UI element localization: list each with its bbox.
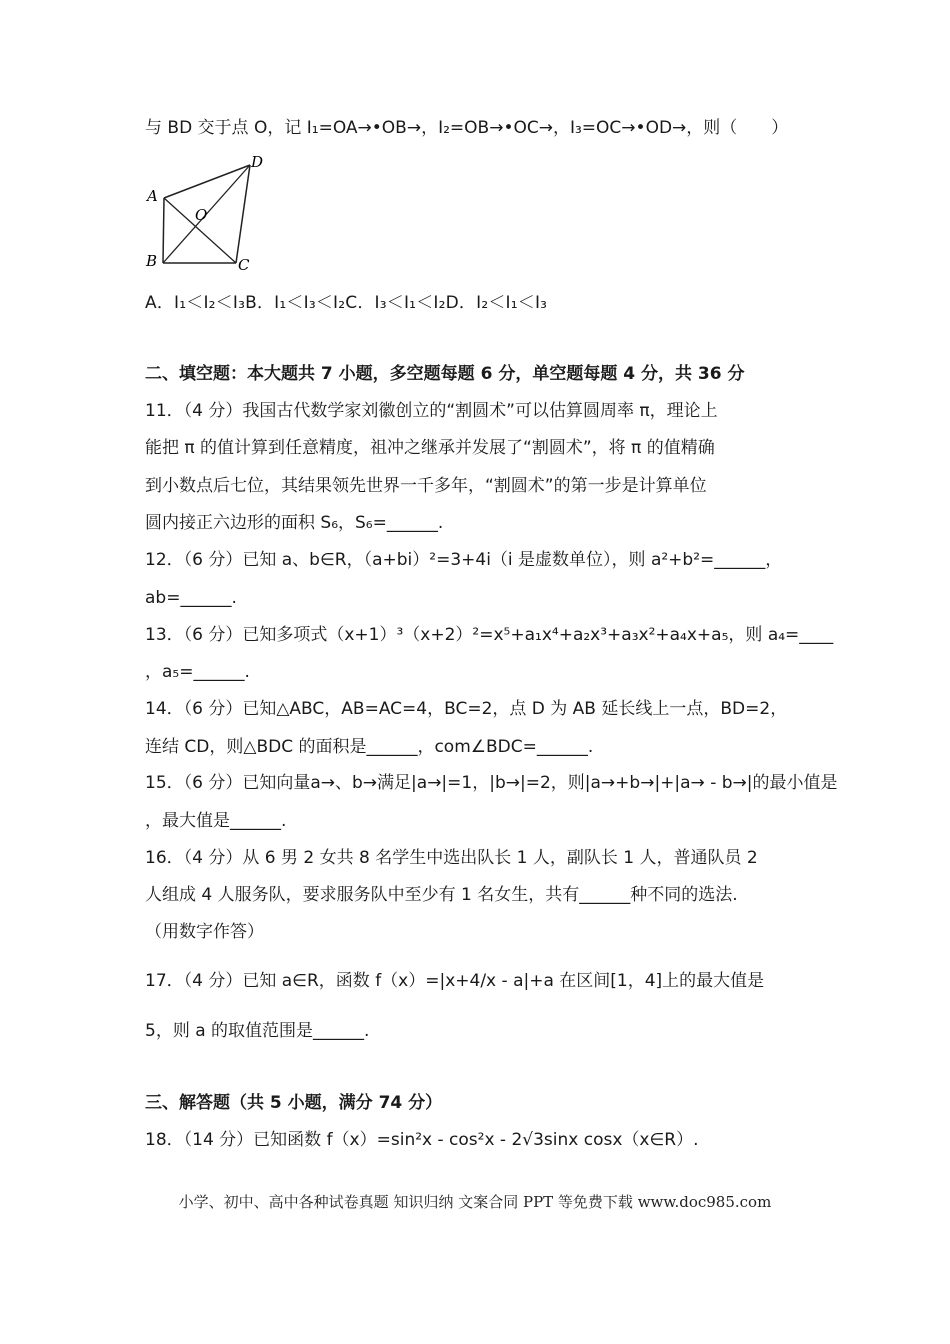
label-c: C [238, 256, 250, 274]
q11-line-4: 圆内接正六边形的面积 S₆，S₆=______. [145, 513, 444, 533]
q14-line-1: 14．（6 分）已知△ABC，AB=AC=4，BC=2，点 D 为 AB 延长线上一点，BD=2， [145, 699, 788, 719]
q11-line-2: 能把 π 的值计算到任意精度，祖冲之继承并发展了“割圆术”，将 π 的值精确 [145, 438, 715, 458]
quadrilateral-figure [140, 150, 264, 279]
label-d: D [251, 153, 264, 171]
q16-line-3: （用数字作答） [145, 922, 264, 942]
section-2-title: 二、填空题：本大题共 7 小题，多空题每题 6 分，单空题每题 4 分，共 36 分 [145, 364, 745, 384]
q13-line-1: 13．（6 分）已知多项式（x+1）³（x+2）²=x⁵+a₁x⁴+a₂x³+a₃x²+a₄x+a₅，则 a₄=____ [145, 625, 834, 645]
q16-line-2: 人组成 4 人服务队，要求服务队中至少有 1 名女生，共有______种不同的选法. [145, 885, 738, 905]
label-b: B [146, 252, 158, 270]
q14-line-2: 连结 CD，则△BDC 的面积是______，com∠BDC=______. [145, 737, 594, 757]
q13-line-2: ，a₅=______. [145, 662, 250, 682]
q16-line-1: 16．（4 分）从 6 男 2 女共 8 名学生中选出队长 1 人，副队长 1 人，普通队员 2 [145, 848, 758, 868]
q12-line-2: ab=______. [145, 588, 237, 608]
question-intro: 与 BD 交于点 O，记 I₁=OA→•OB→，I₂=OB→•OC→，I₃=OC→•OD→，则（ ） [145, 118, 789, 138]
section-3-title: 三、解答题（共 5 小题，满分 74 分） [145, 1093, 443, 1113]
q11-line-3: 到小数点后七位，其结果领先世界一千多年，“割圆术”的第一步是计算单位 [145, 476, 707, 496]
q18-line-1: 18．（14 分）已知函数 f（x）=sin²x - cos²x - 2√3sinx cosx（x∈R）. [145, 1130, 699, 1150]
q17-line-2: 5，则 a 的取值范围是______. [145, 1021, 370, 1041]
q11-line-1: 11．（4 分）我国古代数学家刘徽创立的“割圆术”可以估算圆周率 π，理论上 [145, 401, 718, 421]
page-footer: 小学、初中、高中各种试卷真题 知识归纳 文案合同 PPT 等免费下载 www.doc985.com [178, 1193, 772, 1211]
label-o: O [195, 206, 208, 224]
q17-line-1: 17．（4 分）已知 a∈R，函数 f（x）=|x+4/x - a|+a 在区间[1，4]上的最大值是 [145, 971, 765, 991]
q15-line-1: 15．（6 分）已知向量a→、b→满足|a→|=1，|b→|=2，则|a→+b→|+|a→ - b→|的最小值是 [145, 773, 838, 793]
q12-line-1: 12．（6 分）已知 a、b∈R，（a+bi）²=3+4i（i 是虚数单位），则 a²+b²=______， [145, 550, 783, 570]
label-a: A [147, 187, 158, 205]
answer-choices: A．I₁＜I₂＜I₃B．I₁＜I₃＜I₂C．I₃＜I₁＜I₂D．I₂＜I₁＜I₃ [145, 293, 548, 313]
q15-line-2: ，最大值是______. [145, 811, 287, 831]
